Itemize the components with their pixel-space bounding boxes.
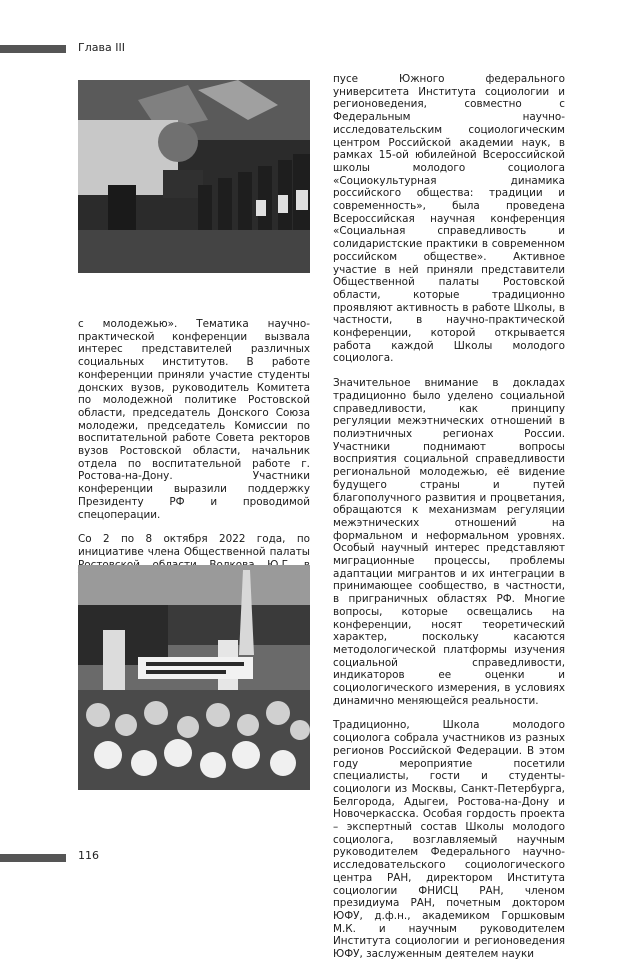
conference-hall-image <box>78 80 310 273</box>
paragraph: с молодежью». Тематика научно-практической конференции вызвала интерес представителей различных социальных институтов. В работе конференции приняли участие студенты донских вузов, руководитель Комитета по молодежной политике Ростовской области, председатель Донского Союза молодежи, председатель Комиссии по воспитательной работе Совета ректоров вузов Ростовской области, начальник отдела по воспитательной работе г. Ростова-на-Дону. Участники конференции выразили поддержку Президенту РФ и проводимой спецоперации. <box>78 318 310 521</box>
chapter-title: Глава III <box>78 41 125 54</box>
outdoor-gathering-image <box>78 565 310 790</box>
paragraph: пусе Южного федерального университета Института социологии и регионоведения, совместно с Федеральным научно-исследовательским социологическим центром Российской академии наук, в рамках 15-ой юбилейной Всероссийской школы молодого социолога «Социокультурная динамика российского общества: традиции и современность», была проведена Всероссийская научная конференция «Социальная справедливость и солидаристские практики в современном российском обществе». Активное участие в ней приняли представители Общественной палаты Ростовской области, которые традиционно проявляют активность в работе Школы, в частности, в научно-практической конференции, которой открывается работа каждой Школы молодого социолога. <box>333 73 565 365</box>
footer-rule <box>0 854 66 862</box>
paragraph: Значительное внимание в докладах традиционно было уделено социальной справедливости, как принципу регуляции межэтнических отношений в полиэтничных регионах России. Участники поднимают вопросы восприятия социальной справедливости региональной молодежью, её видение будущего страны и путей благополучного развития и процветания, обращаются к механизмам регуляции межэтнических отношений на формальном и неформальном уровнях. Особый научный интерес представляют миграционные процессы, проблемы адаптации мигрантов и их интеграции в принимающее сообщество, в частности, в приграничных областях РФ. Многие вопросы, которые освещались на конференции, носят теоретический характер, поскольку касаются методологической платформы изучения социальной справедливости, индикаторов ее оценки и социологического измерения, в условиях динамично меняющейся реальности. <box>333 377 565 707</box>
conference-hall-photo <box>78 80 310 273</box>
header-rule <box>0 45 66 53</box>
left-column-text <box>78 318 310 596</box>
page-number: 116 <box>78 849 99 862</box>
paragraph: Со 2 по 8 октября 2022 года, по инициативе члена Общественной палаты <box>78 533 310 558</box>
right-column-text <box>333 73 565 973</box>
outdoor-gathering-photo <box>78 565 310 790</box>
paragraph: Традиционно, Школа молодого социолога собрала участников из разных регионов Российской Федерации. В этом году мероприятие посетили специалисты, гости и студенты-социологи из Москвы, Санкт-Петербурга, Белгорода, Адыгеи, Ростова-на-Дону и Новочеркасска. Особая гордость проекта – экспертный состав Школы молодого социолога, возглавляемый научным руководителем Федерального научно-исследовательского социологического центра РАН, директором Института социологии ФНИСЦ РАН, членом президиума РАН, почетным доктором ЮФУ, д.ф.н., академиком Горшковым М.К. и научным руководителем Института социологии и регионоведения ЮФУ, заслуженным деятелем науки <box>333 719 565 961</box>
